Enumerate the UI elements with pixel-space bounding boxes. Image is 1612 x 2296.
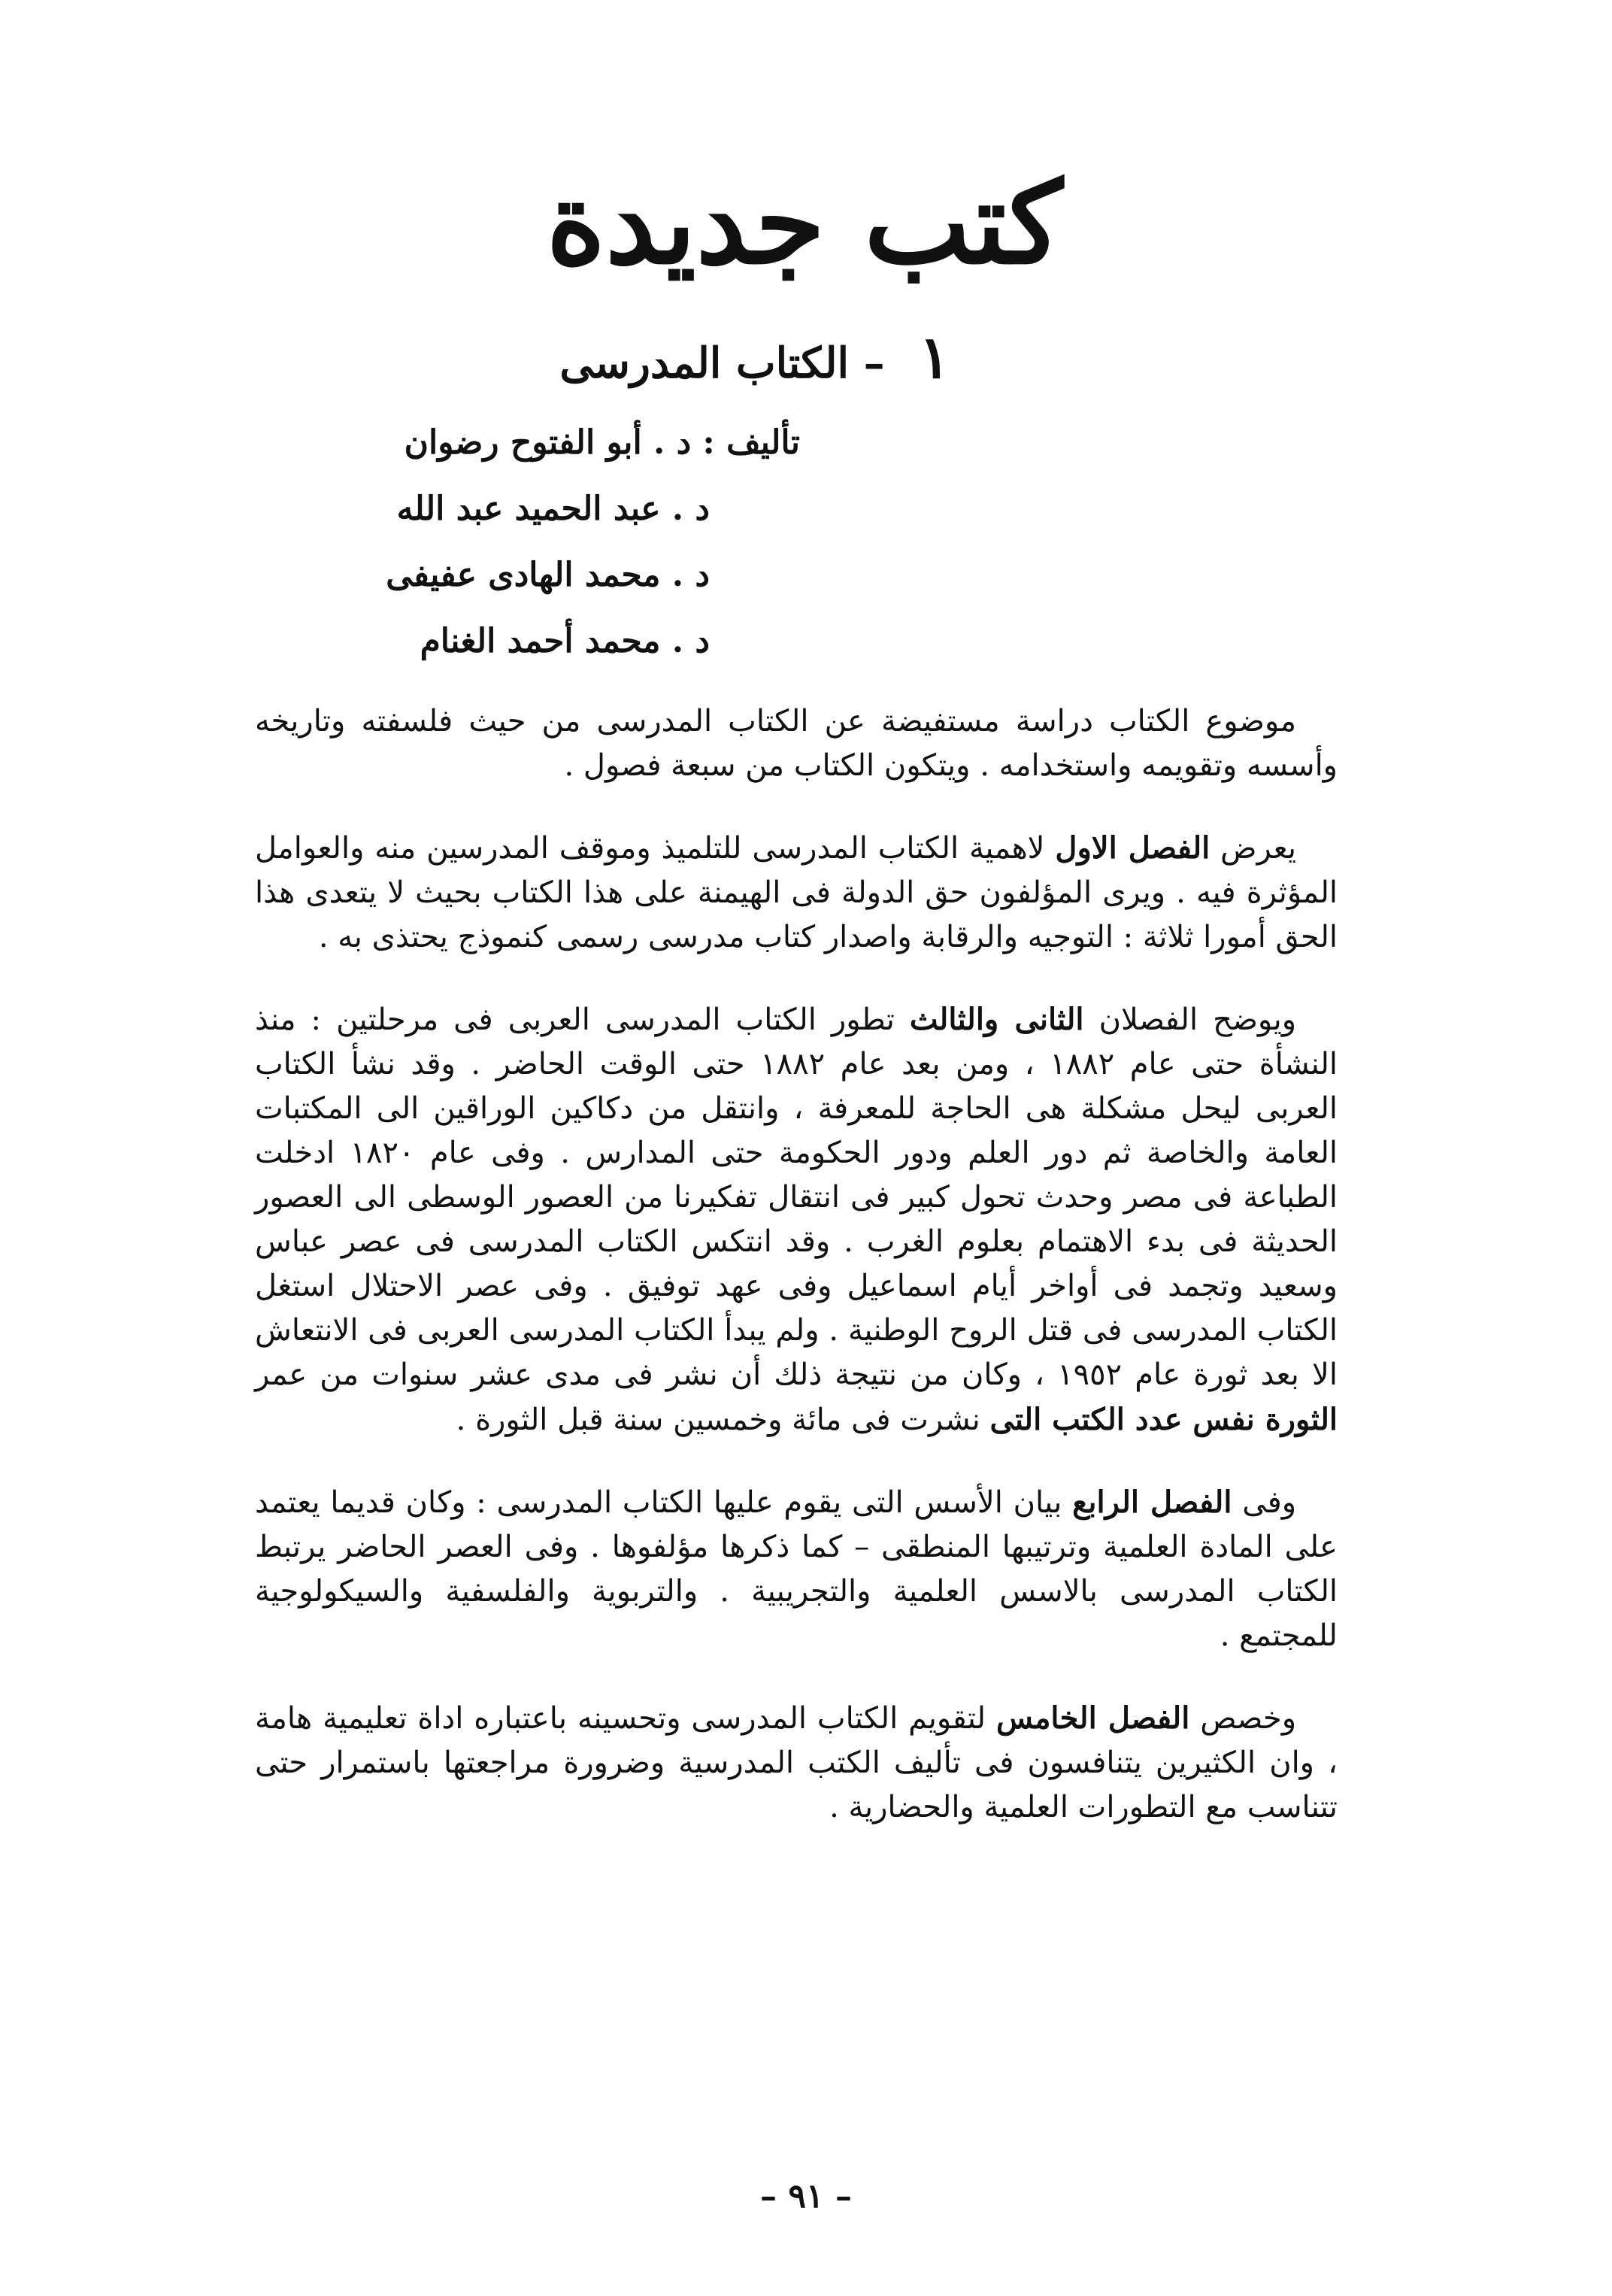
paragraph-text: لتقويم الكتاب المدرسى وتحسينه باعتباره اداة تعليمية هامة ، وان الكثيرين يتنافسون فى تأليف الكتب المدرسية وضرورة مراجعتها باستمرار حتى تتناسب مع التطورات العلمية والحضارية . (255, 1701, 1338, 1824)
paragraph-chapter-4 (255, 1480, 1338, 1658)
page-number: – ٩١ – (760, 2177, 852, 2216)
author-list (386, 410, 800, 675)
paragraph-text: ويوضح الفصلان (1098, 1002, 1297, 1037)
paragraph-text: بيان الأسس التى يقوم عليها الكتاب المدرسى : وكان قديما يعتمد على المادة العلمية وترتيبها المنطقى – كما ذكرها مؤلفوها . وفى العصر الحاضر يرتبط الكتاب المدرسى بالاسس العلمية والتجريبية . والتربوية والفلسفية والسيكولوجية للمجتمع . (255, 1485, 1338, 1653)
paragraph-text: وفى (1242, 1485, 1297, 1520)
author-line: د . محمد الهادى عفيفى (386, 556, 710, 594)
chapter-name: الفصل الخامس (995, 1700, 1190, 1736)
chapter-name: الفصل الاول (1055, 830, 1211, 866)
paragraph-chapter-1 (255, 826, 1338, 960)
book-number: ١ (919, 323, 950, 392)
book-title: الكتاب المدرسى (559, 338, 850, 388)
section-title: كتب جديدة (546, 157, 1063, 290)
chapter-name: الثانى والثالث (909, 1002, 1084, 1037)
review-body (255, 699, 1338, 1867)
paragraph-text: يعرض (1220, 831, 1297, 866)
paragraph-chapter-5 (255, 1696, 1338, 1830)
paragraph-text: نشرت فى مائة وخمسين سنة قبل الثورة . (456, 1403, 980, 1437)
author-line: د . عبد الحميد عبد الله (396, 490, 710, 528)
paragraph-text: وخصص (1200, 1701, 1297, 1736)
author-line: د . محمد أحمد الغنام (420, 622, 710, 660)
author-line: تأليف : د . أبو الفتوح رضوان (404, 423, 800, 462)
book-heading-dash: – (863, 338, 885, 388)
chapter-name: الفصل الرابع (1072, 1485, 1232, 1520)
paragraph-text: لاهمية الكتاب المدرسى للتلميذ وموقف المدرسين منه والعوامل المؤثرة فيه . ويرى المؤلفون حق الدولة فى الهيمنة على هذا الكتاب بحيث لا يتعدى هذا الحق أمورا ثلاثة : التوجيه والرقابة واصدار كتاب مدرسى رسمى كنموذج يحتذى به . (255, 831, 1338, 954)
paragraph-intro: موضوع الكتاب دراسة مستفيضة عن الكتاب المدرسى من حيث فلسفته وتاريخه وأسسه وتقويمه واستخدامه . ويتكون الكتاب من سبعة فصول . (255, 704, 1338, 783)
paragraph-text: تطور الكتاب المدرسى العربى فى مرحلتين : منذ النشأة حتى عام ١٨٨٢ ، ومن بعد عام ١٨٨٢ حتى الوقت الحاضر . وقد نشأ الكتاب العربى ليحل مشكلة هى الحاجة للمعرفة ، وانتقل من دكاكين الوراقين الى المكتبات العامة والخاصة ثم دور العلم ودور الحكومة حتى المدارس . وفى عام ١٨٢٠ ادخلت الطباعة فى مصر وحدث تحول كبير فى انتقال تفكيرنا من العصور الوسطى الى العصور الحديثة فى بدء الاهتمام بعلوم الغرب . وقد انتكس الكتاب المدرسى فى عصر عباس وسعيد وتجمد فى أواخر أيام اسماعيل وفى عهد توفيق . وفى عصر الاحتلال استغل الكتاب المدرسى فى قتل الروح الوطنية . ولم يبدأ الكتاب المدرسى العربى فى الانتعاش الا بعد ثورة عام ١٩٥٢ ، وكان من نتيجة ذلك أن نشر فى مدى عشر سنوات من عمر (255, 1002, 1338, 1392)
paragraph-chapter-2-3 (255, 997, 1338, 1442)
book-heading (559, 323, 950, 392)
emphasis-text: الثورة نفس عدد الكتب التى (989, 1402, 1338, 1437)
